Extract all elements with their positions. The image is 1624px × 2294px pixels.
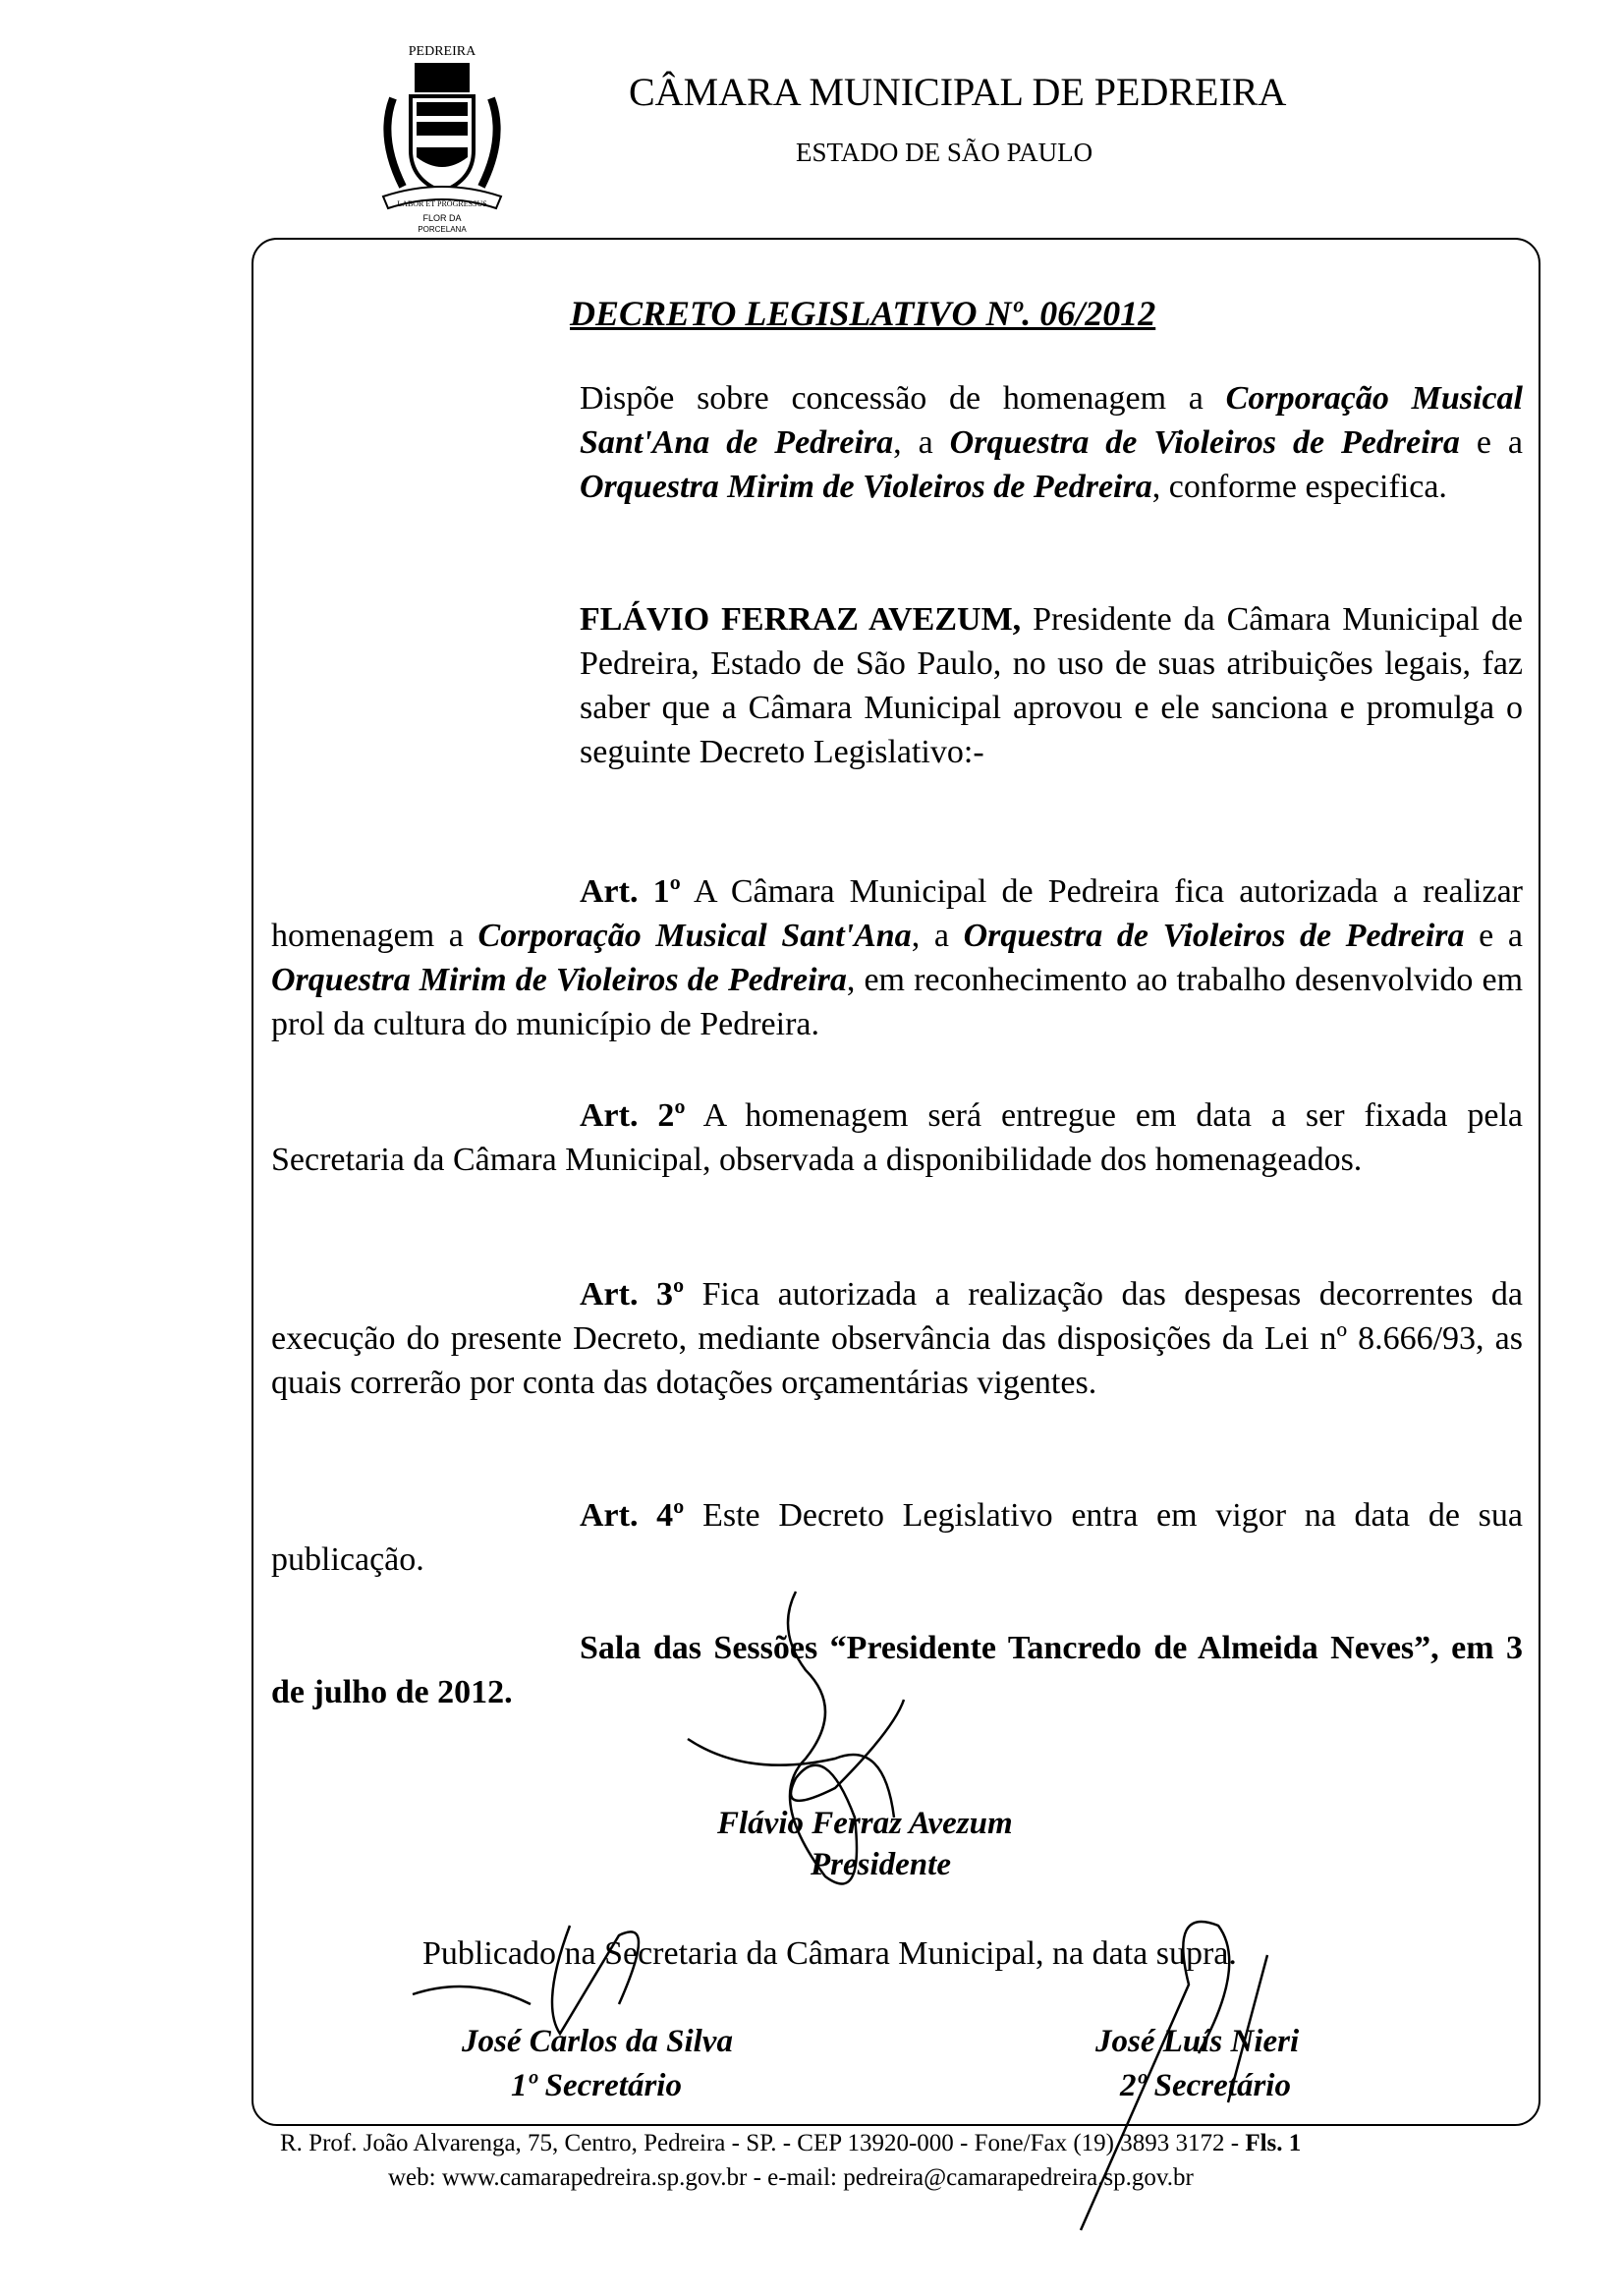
president-name: Flávio Ferraz Avezum xyxy=(717,1806,1013,1841)
state-name: ESTADO DE SÃO PAULO xyxy=(796,138,1093,167)
article-3: Art. 3º Fica autorizada a realização das despesas decorrentes da execução do presente Decreto, mediante observância das disposições da Lei nº 8.666/93, as quais correrão por conta das dotações orçamentárias vigentes. xyxy=(271,1276,1523,1401)
closing-statement: Sala das Sessões “Presidente Tancredo de Almeida Neves”, em 3 de julho de 2012. xyxy=(271,1630,1523,1710)
decree-title: DECRETO LEGISLATIVO Nº. 06/2012 xyxy=(570,294,1156,333)
svg-text:FLOR DA: FLOR DA xyxy=(422,213,462,223)
article-2: Art. 2º A homenagem será entregue em data a ser fixada pela Secretaria da Câmara Municipal, observada a disponibilidade dos homenageados. xyxy=(271,1097,1523,1178)
article-4: Art. 4º Este Decreto Legislativo entra em vigor na data de sua publicação. xyxy=(271,1497,1523,1578)
preamble: FLÁVIO FERRAZ AVEZUM, Presidente da Câmara Municipal de Pedreira, Estado de São Paulo, no uso de suas atribuições legais, faz saber que a Câmara Municipal aprovou e ele sanciona e promulga o seguinte Decreto Legislativo:- xyxy=(580,601,1523,770)
article-1: Art. 1º A Câmara Municipal de Pedreira fica autorizada a realizar homenagem a Corporação Musical Sant'Ana, a Orquestra de Violeiros de Pedreira e a Orquestra Mirim de Violeiros de Pedreira, em reconhecimento ao trabalho desenvolvido em prol da cultura do município de Pedreira. xyxy=(271,873,1524,1042)
ementa: Dispõe sobre concessão de homenagem a Corporação Musical Sant'Ana de Pedreira, a Orquestra de Violeiros de Pedreira e a Orquestra Mirim de Violeiros de Pedreira, conforme especifica. xyxy=(580,380,1523,505)
publication-note: Publicado na Secretaria da Câmara Municipal, na data supra. xyxy=(422,1935,1237,1972)
document-frame xyxy=(252,238,1540,2126)
footer-contact: web: www.camarapedreira.sp.gov.br - e-mail: pedreira@camarapedreira.sp.gov.br xyxy=(388,2164,1194,2191)
footer-address: R. Prof. João Alvarenga, 75, Centro, Pedreira - SP. - CEP 13920-000 - Fone/Fax (19) 3893 3172 - Fls. 1 xyxy=(280,2130,1302,2156)
svg-text:PEDREIRA: PEDREIRA xyxy=(408,44,476,59)
secretary-2-role: 2º Secretário xyxy=(1120,2068,1291,2103)
secretary-1-name: José Carlos da Silva xyxy=(462,2024,733,2059)
president-role: Presidente xyxy=(811,1847,951,1882)
secretary-1-role: 1º Secretário xyxy=(511,2068,682,2103)
institution-name: CÂMARA MUNICIPAL DE PEDREIRA xyxy=(629,70,1287,114)
svg-text:PORCELANA: PORCELANA xyxy=(418,225,467,234)
coat-of-arms-logo xyxy=(373,39,511,236)
svg-text:LABOR ET PROGRESSUS: LABOR ET PROGRESSUS xyxy=(397,199,487,208)
secretary-2-name: José Luís Nieri xyxy=(1095,2024,1300,2059)
